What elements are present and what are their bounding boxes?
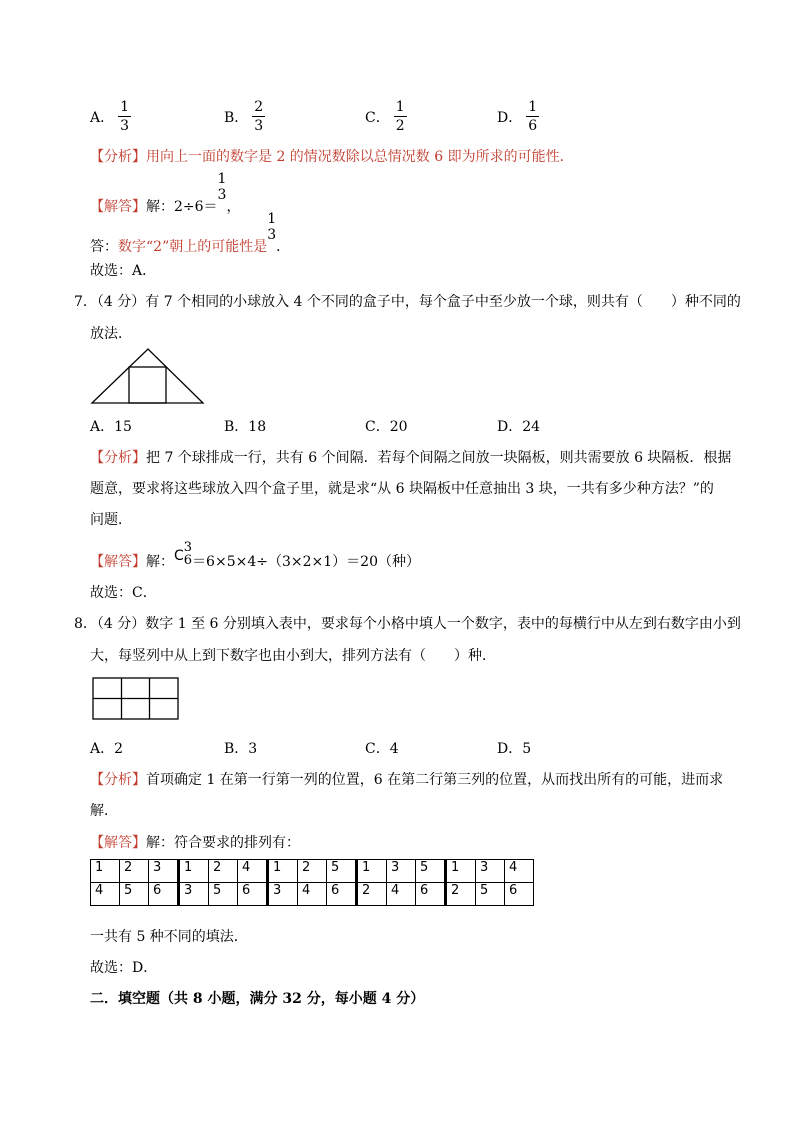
q6-reply-suffix: ． [276, 239, 291, 255]
section-2-heading: 二．填空题（共 8 小题，满分 32 分，每小题 4 分） [90, 991, 425, 1007]
table-cell: 3 [149, 860, 179, 883]
q7-comb-letter: C [174, 548, 184, 564]
q7-answer-prefix: 解： [146, 554, 174, 570]
q8-option-a: A．2 [90, 741, 124, 757]
q8-grid-figure [92, 677, 180, 721]
q7-square [129, 367, 166, 403]
q6-analysis [90, 146, 574, 166]
q6-answer-fraction: 1 3 [217, 171, 227, 203]
table-cell: 4 [91, 883, 120, 906]
table-cell: 2 [298, 860, 327, 883]
q8-choose: 故选：D． [90, 960, 158, 976]
table-row [91, 860, 534, 883]
q6-analysis-text: 用向上一面的数字是 2 的情况数除以总情况数 6 即为所求的可能性． [146, 149, 574, 165]
q7-analysis-line3: 问题． [90, 512, 132, 528]
q7-stem-line2: 放法． [90, 326, 132, 342]
q6-option-a-fraction: $\frac{1}{3}$ [120, 99, 130, 134]
q6-answer-tag: 【解答】 [90, 199, 146, 215]
q7-analysis-line2: 题意，要求将这些球放入四个盒子里，就是求“从 6 块隔板中任意抽出 3 块，一共有多少种方法？”的 [90, 481, 714, 497]
table-cell: 6 [327, 883, 357, 906]
q6-option-d-fraction: $\frac{1}{6}$ [528, 99, 538, 134]
q8-total: 一共有 5 种不同的填法． [90, 929, 248, 945]
table-cell: 2 [446, 883, 476, 906]
q8-permutation-table [90, 859, 534, 906]
table-row [91, 883, 534, 906]
q8-analysis-line1 [90, 769, 723, 789]
q8-stem-line2: 大，每竖列中从上到下数字也由小到大，排列方法有（ ）种． [90, 648, 496, 664]
q7-triangle-figure [90, 346, 206, 406]
table-cell: 5 [209, 883, 238, 906]
table-cell: 5 [327, 860, 357, 883]
q7-triangle [92, 349, 203, 403]
q6-option-a [90, 100, 131, 133]
q6-reply-prefix: 答： [90, 239, 118, 255]
q6-option-d [497, 100, 539, 133]
q6-reply [90, 211, 291, 255]
table-cell: 1 [179, 860, 209, 883]
table-cell: 5 [120, 883, 149, 906]
q6-answer [90, 171, 241, 215]
q7-analysis-text: 把 7 个球排成一行，共有 6 个间隔．若每个间隔之间放一块隔板，则共需要放 6 块隔板．根据 [146, 450, 732, 466]
table-cell: 1 [446, 860, 476, 883]
q7-stem-line1: 7．（4 分）有 7 个相同的小球放入 4 个不同的盒子中，每个盒子中至少放一个球，则共有（ ）种不同的 [74, 294, 741, 310]
q7-choose: 故选：C． [90, 585, 157, 601]
q6-choose: 故选：A． [90, 263, 157, 279]
q8-option-b: B．3 [224, 741, 258, 757]
q8-answer [90, 832, 300, 852]
q6-option-b-fraction: $\frac{2}{3}$ [254, 99, 264, 134]
table-cell: 4 [298, 883, 327, 906]
q6-answer-prefix: 解：2÷6＝ [146, 199, 218, 215]
q7-option-a: A．15 [90, 419, 132, 435]
q8-option-d: D．5 [497, 741, 532, 757]
table-cell: 5 [476, 883, 505, 906]
q8-option-c: C．4 [365, 741, 399, 757]
q7-answer-tag: 【解答】 [90, 554, 146, 570]
table-cell: 1 [91, 860, 120, 883]
table-cell: 2 [120, 860, 149, 883]
q6-reply-text: 数字“2”朝上的可能性是 [118, 239, 268, 255]
q7-answer-expr: ＝6×5×4÷（3×2×1）＝20（种） [192, 554, 420, 570]
q6-analysis-tag: 【分析】 [90, 149, 146, 165]
table-cell: 2 [209, 860, 238, 883]
table-cell: 5 [416, 860, 446, 883]
q7-analysis-line1 [90, 447, 731, 467]
table-cell: 3 [387, 860, 416, 883]
q6-option-c [365, 100, 407, 133]
q8-analysis-tag: 【分析】 [90, 772, 146, 788]
table-cell: 4 [238, 860, 268, 883]
table-cell: 3 [179, 883, 209, 906]
q8-stem-line1: 8．（4 分）数字 1 至 6 分别填入表中，要求每个小格中填人一个数字，表中的每横行中从左到右数字由小到 [74, 616, 741, 632]
q6-option-c-letter: C． [365, 109, 390, 126]
table-cell: 6 [238, 883, 268, 906]
q6-option-b-letter: B． [224, 109, 249, 126]
table-cell: 3 [476, 860, 505, 883]
q7-option-b: B．18 [224, 419, 267, 435]
table-cell: 2 [357, 883, 387, 906]
q6-option-d-letter: D． [497, 109, 523, 126]
q8-analysis-text: 首项确定 1 在第一行第一列的位置，6 在第二行第三列的位置，从而找出所有的可能，进而求 [146, 772, 724, 788]
table-cell: 3 [268, 883, 298, 906]
q6-answer-suffix: ， [226, 199, 241, 215]
table-cell: 1 [268, 860, 298, 883]
q7-analysis-tag: 【分析】 [90, 450, 146, 466]
q6-reply-fraction: 1 3 [267, 211, 277, 243]
q8-analysis-line2: 解． [90, 803, 118, 819]
table-cell: 6 [505, 883, 534, 906]
q8-answer-text: 解：符合要求的排列有： [146, 835, 300, 851]
q6-option-b [224, 100, 265, 133]
q6-option-a-letter: A． [90, 109, 115, 126]
table-cell: 4 [387, 883, 416, 906]
q7-answer [90, 540, 420, 570]
q7-option-c: C．20 [365, 419, 408, 435]
table-cell: 1 [357, 860, 387, 883]
q7-comb-indices: 3 6 [183, 540, 193, 568]
q6-option-c-fraction: $\frac{1}{2}$ [395, 99, 405, 134]
table-cell: 4 [505, 860, 534, 883]
table-cell: 6 [416, 883, 446, 906]
q7-option-d: D．24 [497, 419, 541, 435]
table-cell: 6 [149, 883, 179, 906]
q8-answer-tag: 【解答】 [90, 835, 146, 851]
